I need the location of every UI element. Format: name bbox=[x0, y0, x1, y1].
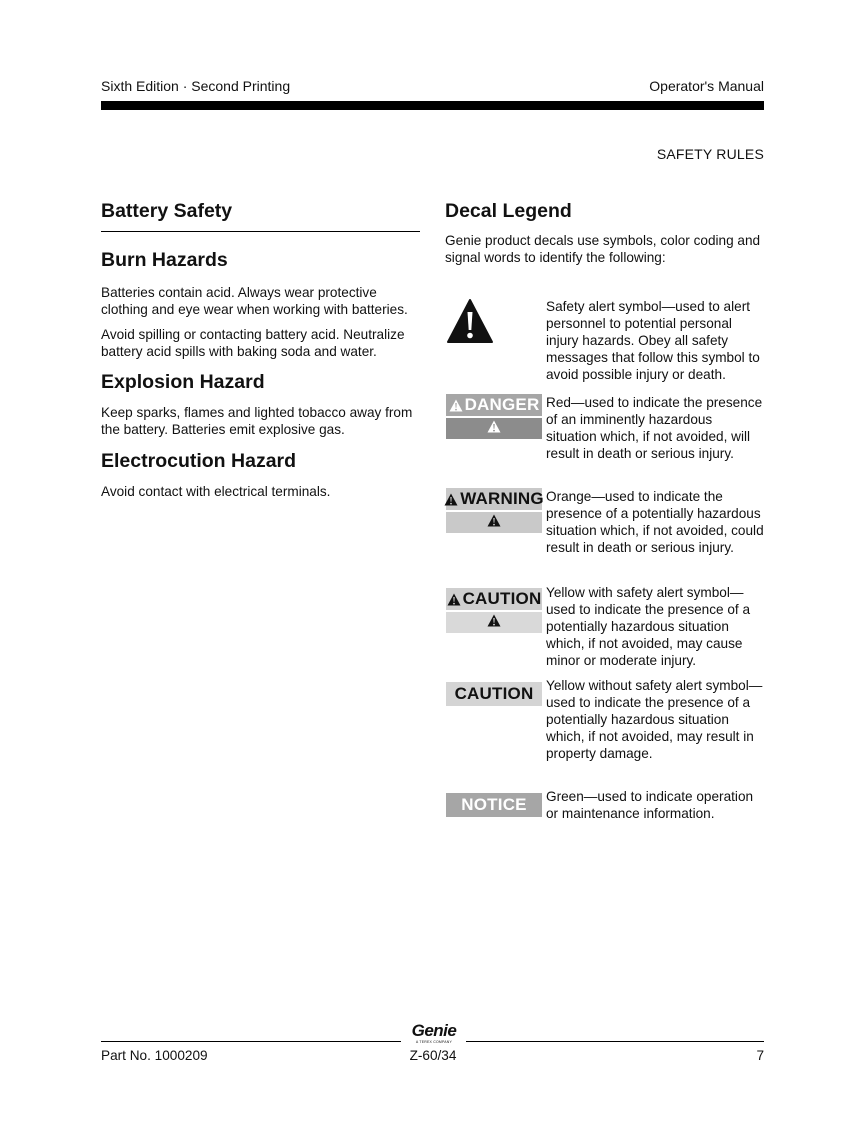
warning-triangle-icon bbox=[449, 399, 463, 412]
electrocution-hazard-heading: Electrocution Hazard bbox=[101, 450, 297, 472]
caution-label: CAUTION bbox=[462, 589, 542, 608]
warning-decal bbox=[446, 488, 542, 533]
burn-hazards-p2: Avoid spilling or contacting battery acid. Neutralize battery acid spills with baking soda and water. bbox=[101, 327, 405, 359]
explosion-hazard-heading: Explosion Hazard bbox=[101, 371, 265, 393]
header-edition: Sixth Edition · Second Printing bbox=[101, 78, 291, 94]
header-rule bbox=[101, 101, 764, 110]
caution-plain-decal bbox=[446, 682, 542, 706]
danger-subbar bbox=[446, 418, 542, 439]
warning-triangle-icon bbox=[444, 493, 458, 506]
legend-text-safety-alert: Safety alert symbol—used to alert personnel to potential personal injury hazards. Obey all safety messages that follow this symbol to avoid possible injury or death. bbox=[546, 299, 760, 382]
notice-signal-word bbox=[446, 793, 542, 817]
caution-signal-word bbox=[446, 588, 542, 610]
burn-hazards-p1: Batteries contain acid. Always wear protective clothing and eye wear when working with batteries. bbox=[101, 285, 408, 317]
warning-triangle-icon bbox=[447, 593, 461, 606]
decal-legend-intro: Genie product decals use symbols, color coding and signal words to identify the following: bbox=[445, 233, 761, 265]
danger-signal-word bbox=[446, 394, 542, 416]
battery-safety-title: Battery Safety bbox=[101, 200, 420, 232]
explosion-hazard-p1: Keep sparks, flames and lighted tobacco away from the battery. Batteries emit explosive gas. bbox=[101, 405, 413, 437]
notice-label: NOTICE bbox=[461, 795, 527, 814]
logo-tagline: A TEREX COMPANY bbox=[415, 1040, 453, 1044]
warning-triangle-icon bbox=[487, 420, 501, 438]
warning-signal-word bbox=[446, 488, 542, 510]
footer-rule-left bbox=[101, 1041, 401, 1042]
legend-text-notice: Green—used to indicate operation or maintenance information. bbox=[546, 789, 754, 821]
burn-hazards-heading: Burn Hazards bbox=[101, 249, 228, 271]
footer-part-number: Part No. 1000209 bbox=[101, 1048, 208, 1063]
genie-logo bbox=[406, 1022, 462, 1044]
electrocution-hazard-p1: Avoid contact with electrical terminals. bbox=[101, 484, 331, 499]
footer-model: Z-60/34 bbox=[409, 1048, 457, 1063]
caution-plain-label: CAUTION bbox=[454, 684, 534, 703]
danger-decal bbox=[446, 394, 542, 439]
safety-alert-icon bbox=[446, 298, 542, 349]
left-column bbox=[101, 200, 421, 500]
legend-text-warning: Orange—used to indicate the presence of a potentially hazardous situation which, if not avoided, could result in death or serious injury. bbox=[546, 489, 764, 555]
caution-plain-signal-word bbox=[446, 682, 542, 706]
header-manual-title: Operator's Manual bbox=[649, 78, 764, 94]
warning-label: WARNING bbox=[460, 489, 544, 508]
section-label: SAFETY RULES bbox=[656, 146, 764, 162]
warning-triangle-icon bbox=[487, 614, 501, 632]
legend-text-danger: Red—used to indicate the presence of an imminently hazardous situation which, if not avoided, will result in death or serious injury. bbox=[546, 395, 763, 461]
warning-triangle-icon bbox=[487, 514, 501, 532]
legend-text-caution-plain: Yellow without safety alert symbol—used to indicate the presence of a potentially hazardous situation which, if not avoided, may result in property damage. bbox=[546, 678, 763, 761]
right-column bbox=[445, 200, 765, 821]
danger-label: DANGER bbox=[464, 395, 540, 414]
notice-decal bbox=[446, 793, 542, 817]
footer-rule-right bbox=[466, 1041, 764, 1042]
decal-legend-title: Decal Legend bbox=[445, 200, 572, 222]
caution-decal bbox=[446, 588, 542, 633]
caution-subbar bbox=[446, 612, 542, 633]
legend-text-caution-symbol: Yellow with safety alert symbol—used to indicate the presence of a potentially hazardous situation which, if not avoided, may cause minor or moderate injury. bbox=[546, 585, 751, 668]
footer-page-number: 7 bbox=[756, 1048, 764, 1063]
warning-subbar bbox=[446, 512, 542, 533]
logo-wordmark: Genie bbox=[411, 1021, 457, 1040]
